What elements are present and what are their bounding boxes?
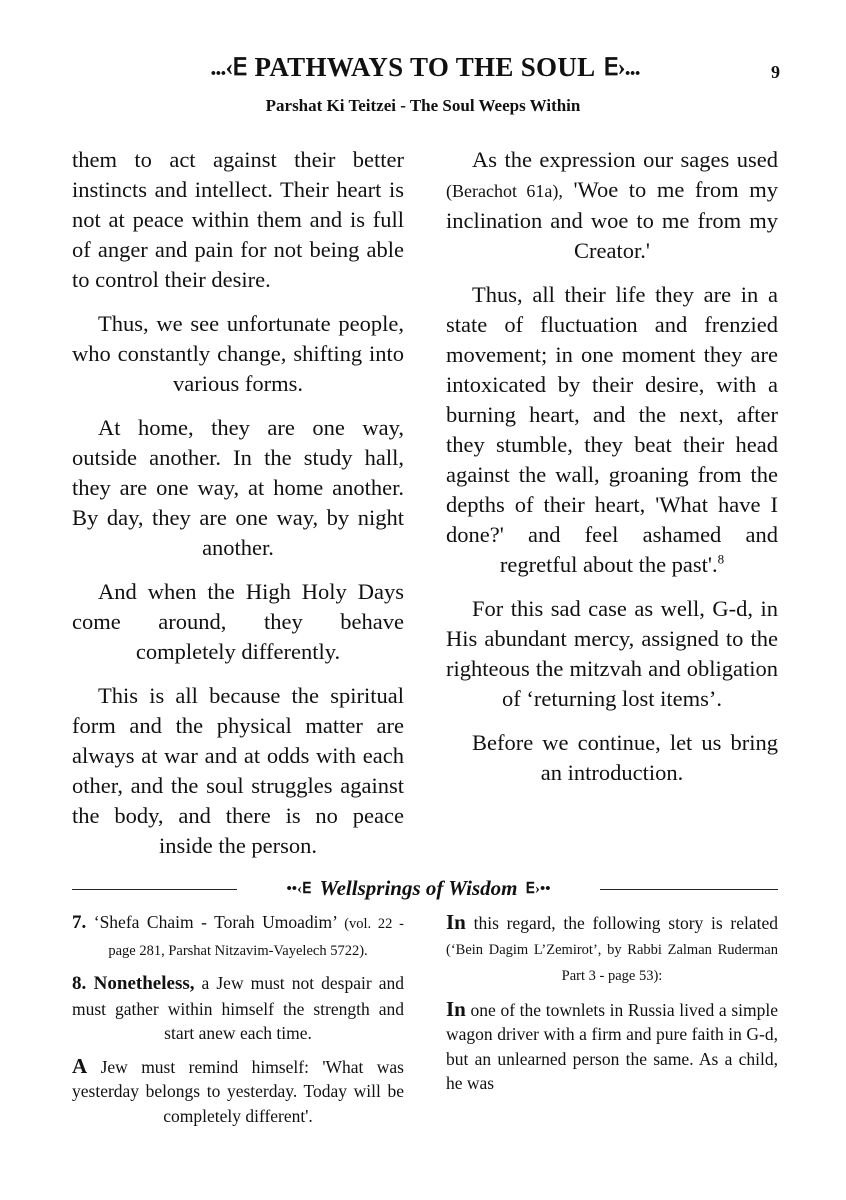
ornament-left-icon: ...‹ⴹ bbox=[210, 55, 247, 81]
paragraph bbox=[446, 145, 778, 266]
footnote-7 bbox=[72, 910, 404, 963]
footnote-8-continued bbox=[72, 1054, 404, 1129]
story-body bbox=[446, 997, 778, 1096]
paragraph: At home, they are one way, outside another. In the study hall, they are one way, at home another. By day, they are one way, by night another. bbox=[72, 415, 404, 560]
lead-word: In bbox=[446, 996, 466, 1021]
section-divider bbox=[72, 876, 778, 904]
page-header bbox=[0, 52, 846, 92]
paragraph: them to act against their better instincts and intellect. Their heart is not at peace within them and is full of anger and pain for not being able to control their desire. bbox=[72, 147, 404, 292]
left-column bbox=[72, 145, 404, 875]
divider-ornament-left-icon: ••‹ⴹ bbox=[286, 881, 312, 897]
running-title: PATHWAYS TO THE SOUL bbox=[254, 52, 596, 82]
divider-ornament-right-icon: ⴹ›•• bbox=[525, 881, 551, 897]
divider-title: Wellsprings of Wisdom bbox=[319, 876, 518, 900]
header-title-row bbox=[130, 52, 720, 83]
footnote-text: a Jew must not despair and must gather within himself the strength and start anew each time. bbox=[72, 973, 404, 1043]
footnote-text: ‘Shefa Chaim - Torah Umoadim’ bbox=[93, 912, 337, 932]
paragraph: This is all because the spiritual form and the physical matter are always at war and at odds with each other, and the soul struggles against the body, and there is no peace inside the person. bbox=[72, 683, 404, 858]
paragraph-text: As the expression our sages used bbox=[472, 147, 778, 172]
divider-rule-right bbox=[600, 889, 778, 890]
paragraph-text: 'Woe to me from my inclination and woe to me from my Creator.' bbox=[446, 177, 778, 263]
paragraph-text: Thus, all their life they are in a state of fluctuation and frenzied movement; in one moment they are intoxicated by their desire, with a burning heart, and the next, after they stumble, they beat their head against the wall, groaning from the depths of their heart, 'What have I done?' and feel ashamed and regretful about the past'. bbox=[446, 282, 778, 577]
page-number: 9 bbox=[771, 62, 780, 82]
paragraph: For this sad case as well, G-d, in His abundant mercy, assigned to the righteous the mitzvah and obligation of ‘returning lost items’. bbox=[446, 596, 778, 711]
footnote-citation: (vol. 22 - page 281, Parshat Nitzavim-Vayelech 5722). bbox=[108, 916, 404, 959]
lead-word: In bbox=[446, 910, 466, 934]
lead-letter: A bbox=[72, 1053, 88, 1078]
story-text: one of the townlets in Russia lived a simple wagon driver with a firm and pure faith in G-d, but an unlearned person the same. As a child, he was bbox=[446, 999, 778, 1093]
footnote-text: Jew must remind himself: 'What was yesterday belongs to yesterday. Today will be completely different'. bbox=[72, 1056, 404, 1126]
footnotes-left bbox=[72, 910, 404, 1136]
ornament-right-icon: ⴹ›... bbox=[603, 55, 640, 81]
footnote-number: 7. bbox=[72, 912, 87, 933]
right-column bbox=[446, 145, 778, 802]
paragraph: Before we continue, let us bring an introduction. bbox=[472, 730, 778, 785]
paragraph: Thus, we see unfortunate people, who constantly change, shifting into various forms. bbox=[72, 311, 404, 396]
footnotes-right bbox=[446, 910, 778, 1104]
citation: (Berachot 61a), bbox=[446, 181, 563, 201]
story-intro bbox=[446, 910, 778, 989]
page-subtitle: Parshat Ki Teitzei - The Soul Weeps Within bbox=[265, 96, 581, 115]
paragraph bbox=[446, 280, 778, 580]
footnote-marker[interactable]: 8 bbox=[717, 551, 725, 567]
divider-label bbox=[237, 876, 600, 901]
footnote-8 bbox=[72, 971, 404, 1046]
story-citation: (‘Bein Dagim L’Zemirot’, by Rabbi Zalman Ruderman Part 3 - page 53): bbox=[446, 941, 778, 984]
story-text: this regard, the following story is related bbox=[473, 913, 779, 933]
footnote-number: 8. Nonetheless, bbox=[72, 973, 195, 994]
divider-rule-left bbox=[72, 889, 237, 890]
paragraph: And when the High Holy Days come around, they behave completely differently. bbox=[72, 579, 404, 664]
